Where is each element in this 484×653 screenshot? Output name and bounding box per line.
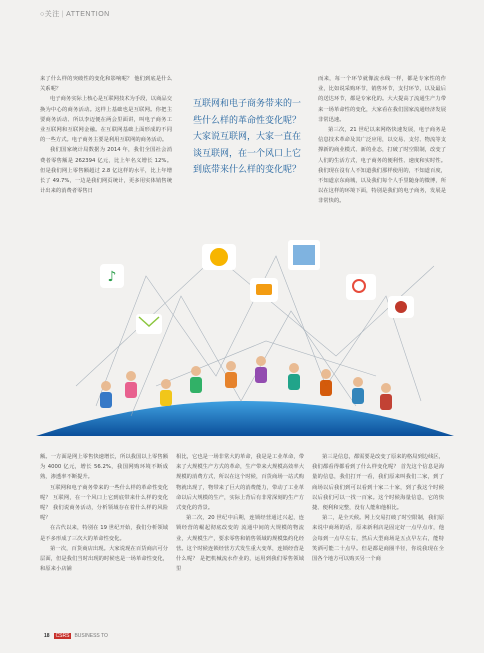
column-1-top <box>40 74 172 196</box>
page-number: 18 <box>44 633 50 639</box>
paragraph: 第三次，21 世纪以来网络快速发展，电子商务是信息技术革命及其广泛应用，以交易、支付、物流等支撑新的商业模式、新的业态，打破了时空限制，改变了人们的生活方式，电子商务的便利性、速度和实时性。我们现在沒有人不知道我们那样使用的，不知道百度，不知道京东商城，以及我们每个人手里随身的微博，所以在这样的环境下面，特别是我们的电子商务，发展是非常快的。 <box>318 127 446 205</box>
network-people-illustration <box>36 236 454 436</box>
magazine-name: BUSINESS TO <box>74 633 108 639</box>
paragraph: 互联网和电子商务带来的一些什么样的革命性变化呢？ 互联网，在一个风口上它到底带来什么样的变化呢？ 我们说商务活动，分析领域存在着什么样的风险呢？ <box>40 484 168 522</box>
section-label: 关注 <box>44 11 60 18</box>
paragraph: 额。一方面是网上零售快速增长，所以我国以上零售额为 4000 亿元，增长 56.2%，我国网购环境不断成熟，渗透率不断提升。 <box>40 454 168 481</box>
svg-text:♪: ♪ <box>107 269 117 285</box>
column-3-top <box>318 74 446 207</box>
column-2-bottom <box>176 452 304 574</box>
paragraph: 第一次，百货商店出现。大家说现在百货商店可分层面，但是我们当时出现的时候也是一场革命性变化，和原来小店铺 <box>40 545 168 573</box>
paragraph: 电子商务实际上核心是互联网技术为手段，以商品交换为中心的商务活动。这样上基础也是互联网。你把主要商务活动、所以李迈便在两会里面讲，叫电子商务工业互联网和互联网金融。在互联网基础上面形成的不同的一些方式。电子商务主要是利用互联网的商务活动。 <box>40 96 172 144</box>
column-1-bottom <box>40 452 168 574</box>
paragraph: 第二次，20 世纪中后期，连锁经营通过兴起，连锁经营的崛起彻底改变的 流通中间的大规模的物流业，大规模生产，要求零售和销售领域的规模集约化经营。这个时候连锁经营方式发生重大变革，连锁经营是什么呢？ 是把机械流水作业的，运用到我们零售领域里 <box>176 515 304 573</box>
paragraph: 我们国家统计局数据为 2014 年，我们全国社会消费者零售额是 262394 亿元，比上年名义增长 12%。但是我们网上零售额超过 2.8 亿这样的水平，比上年增长了 49.7%，一边是我们网页统计，更多用实体销售统计出来的消费者零售日 <box>40 147 172 195</box>
paragraph: 相比，它也是一场非常大的革命，我是是工业革命，带来了大规模生产方式的革命，生产带来大规模高效率大规模的消费方式，所以在这个时候，百货商场一站式购物就出现了，物带来了巨大的消费能力，带动了工业革命以后大规模的生产，实际上背后有非常深刻的生产方式变化的背景。 <box>176 454 304 512</box>
share-icon <box>388 296 414 318</box>
page-footer <box>44 633 108 639</box>
section-label-en: ATTENTION <box>66 11 110 18</box>
pull-quote: 互联网和电子商务带来的一些什么样的革命性变化呢？大家说互联网，大家一直在谈互联网，在一个风口上它到底带来什么样的变化呢？ <box>193 99 302 175</box>
header-circle-icon: ○ <box>40 11 45 18</box>
paragraph: 在古代以来，特别在 19 世纪开始，我们分析领域是不多形成了三次大的革命性变化。 <box>40 525 168 542</box>
section-header <box>40 9 110 19</box>
paragraph: 第三是信息，都需要是改变了原来的格局到边线区，我们都看得都看到了什么样变化呢？ 首先这个信息是海量的信息，我们打开一看，我们原来叫我们二家，到了商场以后我们到可以看到十家二十家，到了我这个时候以后我们可以一找一百家。这个时候海量信息，它的快捷、便利和完整，没有人能和他相比。 <box>312 454 444 512</box>
search-icon <box>346 274 376 300</box>
message-icon <box>250 278 278 302</box>
chat-icon <box>202 244 236 270</box>
email-icon <box>136 314 162 334</box>
paragraph: 而来，每一个环节就像流水线一样，都是专家性的作业，比如说采购环节，销售环节，支付环节，以及最后的送达环节，都是专家化的。大大提高了流通生产力带来一场革命性的变化，大家看在我们国家流通经济发展非常迅速。 <box>318 76 446 123</box>
paragraph: 第二，是全天候。网上交易打破了时空限制，我们原来说中商场的话，原来新利店是固定好一点早点市，他会每到一点早左右，然后大型商场是五点早左右，能特笑酒可能二十点早。但是都是商圈半径，你说我现在全国各个地方可以购买另一个商 <box>312 515 444 563</box>
social-icons <box>100 240 414 334</box>
paragraph: 来了什么样的突破性的变化和影响呢？ 他们到底是什么关系呢？ <box>40 76 172 93</box>
divider: | <box>61 11 65 18</box>
magazine-logo: CSRS <box>55 633 70 639</box>
photo-icon <box>288 240 320 270</box>
column-3-bottom <box>312 452 444 564</box>
music-icon <box>100 264 124 288</box>
